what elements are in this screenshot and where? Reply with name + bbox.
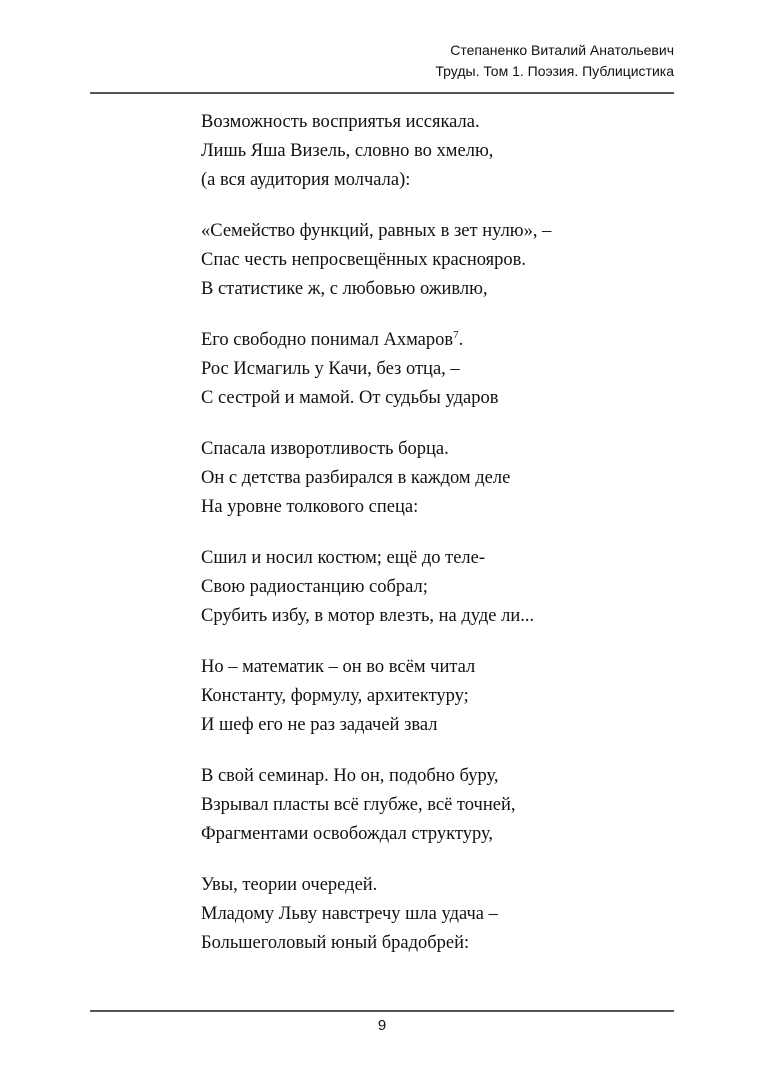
poem-line: Но – математик – он во всём читал	[201, 657, 476, 677]
footer-divider	[90, 1010, 674, 1012]
poem-line: Сшил и носил костюм; ещё до теле-	[201, 548, 486, 568]
poem-line: Он с детства разбирался в каждом деле	[201, 468, 511, 488]
poem-line: Константу, формулу, архитектуру;	[201, 686, 469, 706]
poem-line: Возможность восприятья иссякала.	[201, 112, 480, 132]
stanza-4	[201, 435, 661, 522]
poem-line-punctuation: .	[458, 330, 464, 350]
poem-line: В свой семинар. Но он, подобно буру,	[201, 766, 499, 786]
page-number: 9	[377, 1017, 387, 1034]
stanza-3	[201, 326, 661, 413]
stanza-8	[201, 871, 661, 958]
poem-line: Лишь Яша Визель, словно во хмелю,	[201, 141, 494, 161]
poem-line-with-footnote	[201, 326, 661, 355]
poem-line: В статистике ж, с любовью оживлю,	[201, 279, 488, 299]
stanza-1	[201, 108, 661, 195]
poem-line: Свою радиостанцию собрал;	[201, 577, 428, 597]
poem-line: Рос Исмагиль у Качи, без отца, –	[201, 359, 460, 379]
poem-line: Взрывал пласты всё глубже, всё точней,	[201, 795, 516, 815]
poem-line-text: Его свободно понимал Ахмаров	[201, 330, 454, 350]
footnote-reference[interactable]: 7	[453, 329, 459, 341]
poem-line: Спасала изворотливость борца.	[201, 439, 449, 459]
running-header	[90, 40, 674, 94]
stanza-7	[201, 762, 661, 849]
poem-line: Большеголовый юный брадобрей:	[201, 933, 470, 953]
poem-line: На уровне толкового спеца:	[201, 497, 419, 517]
poem-line: «Семейство функций, равных в зет нулю», –	[201, 221, 552, 241]
poem-line: Спас честь непросвещённых краснояров.	[201, 250, 527, 270]
poem-line: Младому Льву навстречу шла удача –	[201, 904, 498, 924]
poem-line: Фрагментами освобождал структуру,	[201, 824, 494, 844]
header-book-title: Труды. Том 1. Поэзия. Публицистика	[435, 63, 674, 79]
header-author: Степаненко Виталий Анатольевич	[450, 42, 674, 58]
stanza-6	[201, 653, 661, 740]
poem-line: И шеф его не раз задачей звал	[201, 715, 438, 735]
poem-line: Срубить избу, в мотор влезть, на дуде ли...	[201, 606, 535, 626]
poem-body	[201, 108, 661, 980]
poem-line: Увы, теории очередей.	[201, 875, 378, 895]
stanza-5	[201, 544, 661, 631]
stanza-2	[201, 217, 661, 304]
poem-line: (а вся аудитория молчала):	[201, 170, 411, 190]
poem-line: С сестрой и мамой. От судьбы ударов	[201, 388, 499, 408]
